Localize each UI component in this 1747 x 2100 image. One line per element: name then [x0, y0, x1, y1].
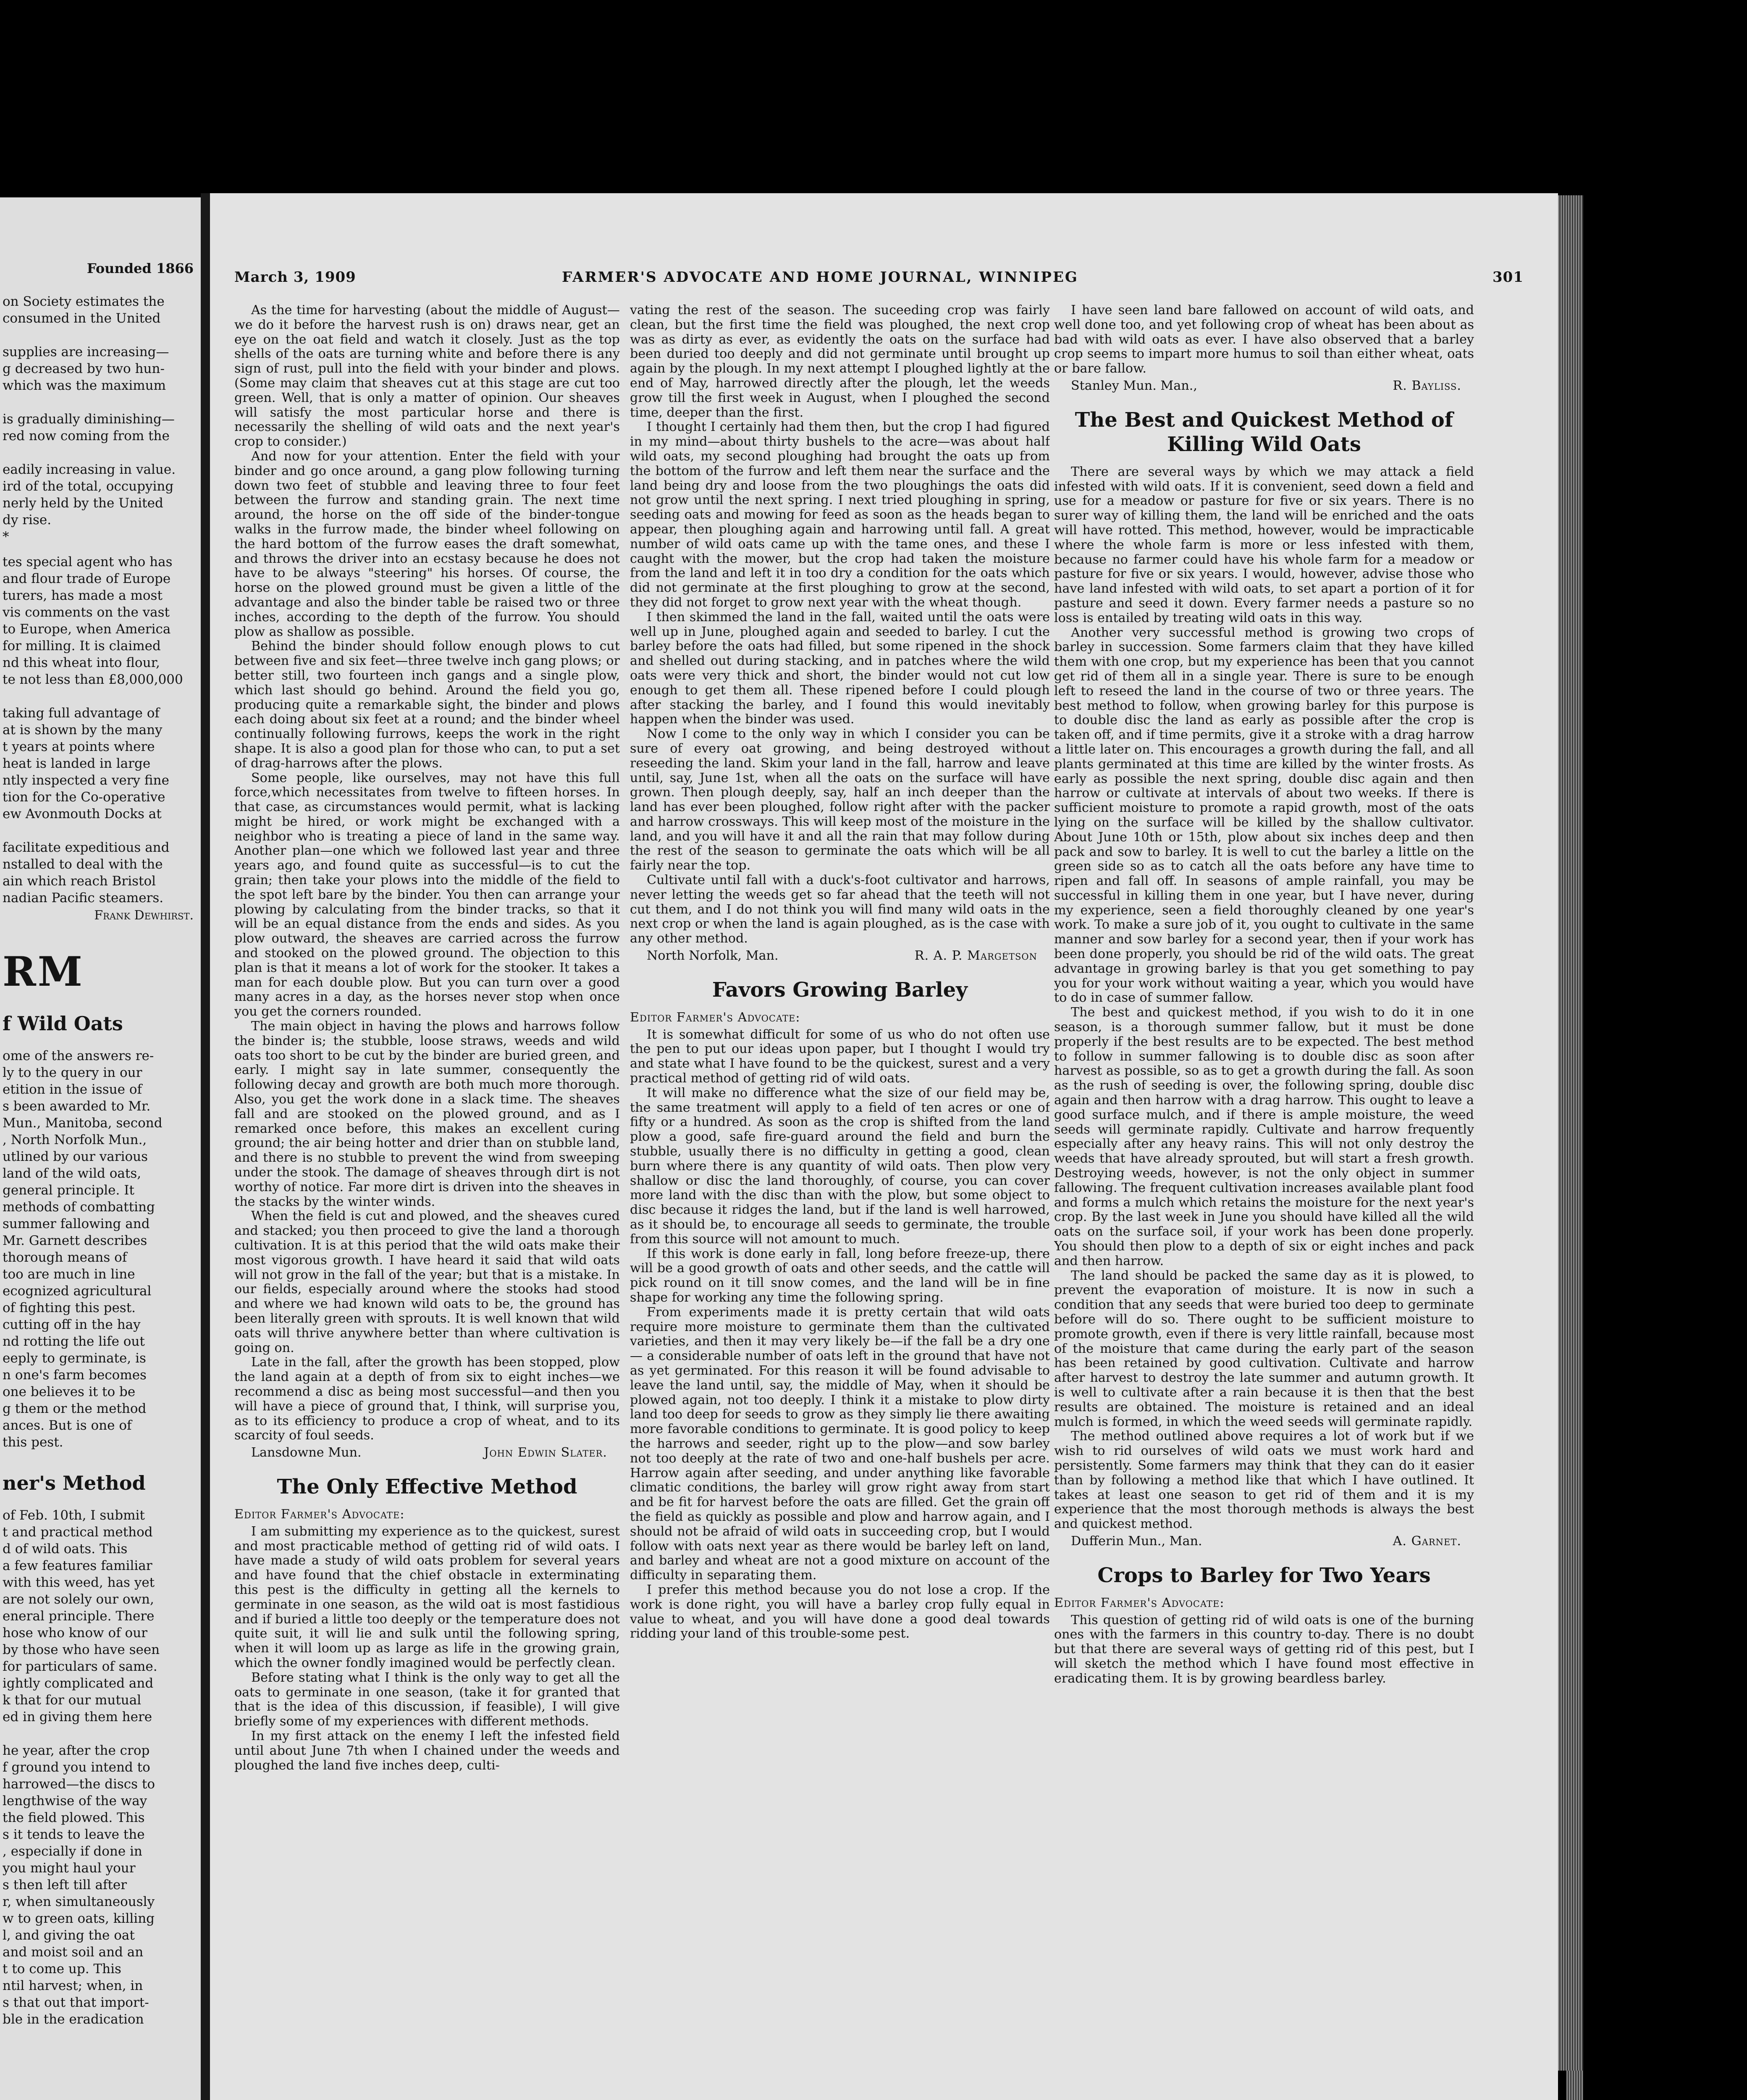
left-text-line: eadily increasing in value.: [3, 462, 176, 477]
left-text-line: [3, 394, 194, 411]
left-text-line: ntil harvest; when, in: [3, 1978, 143, 1993]
left-text-line: nd rotting the life out: [3, 1334, 145, 1349]
paragraph: It will make no difference what the size of our field may be, the same treatment will apply to a field of ten acres or one of fifty or a hundred. As soon as the crop is shifted from the land plow a good, safe fire-guard around the field and burn the stubble, usually there is no difficulty in getting a good, clean burn where there is any quantity of wild oats. Then plow very shallow or disc the land thoroughly, of course, you can cover more land with the disc than with the plow, but some object to disc because it ridges the land, but if the land is well harrowed, as it should be, to encourage all seeds to germinate, the trouble from this source will not amount to much.: [630, 1085, 1050, 1247]
paragraph: It is somewhat difficult for some of us who do not often use the pen to put our ideas upon paper, but I thought I would try and state what I have found to be the quickest, surest and a very practical method of getting rid of wild oats.: [630, 1027, 1050, 1086]
byline: [630, 949, 1050, 963]
book-gutter: [201, 193, 210, 2100]
left-section-title: RM: [3, 948, 84, 995]
paragraph: Behind the binder should follow enough plows to cut between five and six feet—three twelve inch gang plows; or better still, two fourteen inch gangs and a single plow, which last should go behind. Around the field you go, producing quite a remarkable sight, the binder and plows each doing about six feet at a round; and the binder wheel continually following furrows, keeps the work in the right shape. It is also a good plan for those who can, to put a set of drag-harrows after the plows.: [234, 639, 620, 771]
left-text-line: he year, after the crop: [3, 1743, 150, 1758]
left-text-line: ew Avonmouth Docks at: [3, 806, 162, 822]
left-text-line: ed in giving them here: [3, 1709, 152, 1725]
left-text-line: nadian Pacific steamers.: [3, 890, 164, 906]
left-text-line: , especially if done in: [3, 1844, 142, 1859]
left-text-line: methods of combatting: [3, 1200, 155, 1215]
left-heading-wild-oats: f Wild Oats: [3, 1012, 123, 1035]
paragraph: Another very successful method is growing two crops of barley in succession. Some farmers claim that they have killed them with one crop, but my experience has been that you cannot get rid of them all in a single year. There is sure to be enough left to reseed the land in the course of two or three years. The best method to follow, when growing barley for this purpose is to double disc the land as early as possible after the crop is taken off, and if time permits, give it a stroke with a drag harrow a little later on. This encourages a growth during the fall, and all plants germinated at this time are killed by the winter frosts. As early as possible the next spring, double disc again and then harrow or cultivate at intervals of about two weeks. If there is sufficient moisture to promote a rapid growth, most of the oats lying on the surface will be killed by the shallow cultivator. About June 10th or 15th, plow about six inches deep and then pack and sow to barley. It is well to cut the barley a little on the green side so as to catch all the oats before any have time to ripen and fall off. In seasons of ample rainfall, you may be successful in killing them in one year, but I have never, during my experience, seen a field thoroughly cleaned by one year's work. To make a sure job of it, you ought to cultivate in the same manner and sow barley for a second year, then if your work has been done properly, you should be rid of the wild oats. The great advantage in growing barley is that you get something to pay you for your work without waiting a year, which you would have to do in case of summer fallow.: [1054, 625, 1474, 1005]
left-text-line: tion for the Co-operative: [3, 790, 165, 805]
left-text-line: t to come up. This: [3, 1961, 121, 1977]
left-text-line: by those who have seen: [3, 1642, 160, 1657]
paragraph: The main object in having the plows and harrows follow the binder is; the stubble, loose straws, weeds and wild oats too short to be cut by the binder are buried green, and early. I might say in late summer, consequently the following decay and growth are both much more thorough. Also, you get the work done in a slack time. The sheaves fall and are stooked on the plowed ground, and as I remarked once before, this makes an excellent curing ground; the air being hotter and drier than on stubble land, and there is no stubble to prevent the wind from sweeping under the stook. The damage of sheaves through dirt is not worthy of notice. Far more dirt is driven into the sheaves in the stacks by the winter winds.: [234, 1019, 620, 1209]
left-text-line: with this weed, has yet: [3, 1575, 155, 1590]
left-text-line: the field plowed. This: [3, 1810, 145, 1825]
left-text-line: , North Norfolk Mun.,: [3, 1132, 147, 1147]
left-text-line: n one's farm becomes: [3, 1368, 147, 1383]
left-text-line: are not solely our own,: [3, 1592, 154, 1607]
paragraph: I then skimmed the land in the fall, waited until the oats were well up in June, ploughed again and seeded to barley. I cut the barley before the oats had filled, but some ripened in the shock and shelled out during stacking, and in patches where the wild oats were very thick and short, the binder would not cut low enough to get them all. These ripened before I could plough after stacking the barley, and I found this would inevitably happen when the binder was used.: [630, 609, 1050, 727]
paragraph: I thought I certainly had them then, but the crop I had figured in my mind—about thirty bushels to the acre—was about half wild oats, my second ploughing had brought the oats up from the bottom of the furrow and left them near the surface and the land being dry and loose from the two ploughings the oats did not grow until the next spring. I next tried ploughing in spring, seeding oats and mowing for feed as soon as the heads began to appear, then ploughing again and harrowing until fall. A great number of wild oats came up with the tame ones, and these I caught with the mower, but the crop had taken the moisture from the land and left it in too dry a condition for the oats which did not germinate at the first ploughing to grow at the second, they did not forget to grow next year with the wheat though.: [630, 420, 1050, 610]
left-text-line: f ground you intend to: [3, 1760, 150, 1775]
running-head: [234, 269, 1524, 288]
paragraph: vating the rest of the season. The suceeding crop was fairly clean, but the first time the field was ploughed, the next crop was as dirty as ever, as evidently the oats on the surface had been duried too deeply and did not germinate until brought up again by the plough. In my next attempt I ploughed lightly at the end of May, harrowed directly after the plough, let the weeds grow till the first week in August, when I ploughed the second time, deeper than the first.: [630, 303, 1050, 420]
left-text-line: r, when simultaneously: [3, 1894, 155, 1909]
paragraph: I am submitting my experience as to the quickest, surest and most practicable method of getting rid of wild oats. I have made a study of wild oats problem for several years and have found that the chief obstacle in exterminating this pest is the difficulty in getting all the kernels to germinate in one season, as the wild oat is most fastidious and if buried a little too deeply or the temperature does not quite suit, it will lie and sulk until the following spring, when it will loom up as large as life in the growing grain, which the owner fondly imagined would be perfectly clean.: [234, 1524, 620, 1670]
left-text-line: w to green oats, killing: [3, 1911, 155, 1926]
byline-author: John Edwin Slater.: [484, 1445, 607, 1460]
left-text-line: k that for our mutual: [3, 1693, 142, 1708]
left-text-line: vis comments on the vast: [3, 605, 170, 620]
left-text-line: [3, 444, 194, 461]
left-page-header: Founded 1866: [87, 260, 194, 276]
left-text-line: land of the wild oats,: [3, 1166, 142, 1181]
paragraph: There are several ways by which we may attack a field infested with wild oats. If it is convenient, seed down a field and use for a meadow or pasture for five or six years. There is no surer way of killing them, the land will be enriched and the oats will have rotted. This method, however, would be impracticable where the whole farm is more or less infested with them, because no farmer could have his whole farm for a meadow or pasture for five or six years. I would, however, advise those who have land infested with wild oats, to set apart a portion of it for pasture and seed it down. Every farmer needs a pasture so no loss is entailed by treating wild oats in this way.: [1054, 464, 1474, 625]
left-text-line: etition in the issue of: [3, 1082, 142, 1097]
left-text-line: of Feb. 10th, I submit: [3, 1508, 145, 1523]
left-text-line: tes special agent who has: [3, 554, 173, 570]
left-text-line: [3, 327, 194, 344]
left-text-line: s it tends to leave the: [3, 1827, 145, 1842]
left-text-line: nstalled to deal with the: [3, 857, 163, 872]
left-text-line: t and practical method: [3, 1525, 153, 1540]
left-text-block-2: [3, 554, 194, 906]
page-edges: [1558, 195, 1583, 2071]
paragraph: The land should be packed the same day as it is plowed, to prevent the evaporation of moisture. It is now in such a condition that any seeds that were buried too deep to germinate before will do so. There ought to be sufficient moisture to promote growth, even if there is very little rainfall, because most of the moisture that came during the early part of the season has been retained by good cultivation. Cultivate and harrow after harvest to destroy the late summer and autumn growth. It is well to cultivate after a rain because it is then that the best results are obtained. The moisture is retained and an ideal mulch is formed, in which the weed seeds will germinate rapidly.: [1054, 1268, 1474, 1429]
byline: [234, 1446, 620, 1460]
left-text-line: which was the maximum: [3, 378, 166, 393]
left-text-line: taking full advantage of: [3, 706, 160, 721]
left-text-line: supplies are increasing—: [3, 344, 169, 360]
left-text-line: this pest.: [3, 1435, 63, 1450]
left-text-line: l, and giving the oat: [3, 1928, 135, 1943]
paragraph: The best and quickest method, if you wish to do it in one season, is a thorough summer fallow, but it must be done properly if the best results are to be expected. The best method to follow in summer fallowing is to double disc as soon after harvest as possible, so as to get a growth during the fall. As soon as the rush of seeding is over, the following spring, double disc again and then harrow with a drag harrow. This ought to leave a good surface mulch, and if there is ample moisture, the weed seeds will germinate rapidly. Cultivate and harrow frequently especially after any heavy rains. This will not only destroy the weeds that have already sprouted, but will start a fresh growth. Destroying weeds, however, is not the only object in summer fallowing. The frequent cultivation increases available plant food and forms a mulch which retains the moisture for the next year's crop. By the last week in June you should have killed all the wild oats on the surface soil, if your work has been done properly. You should then plow to a depth of six or eight inches and pack and then harrow.: [1054, 1005, 1474, 1268]
left-text-line: ome of the answers re-: [3, 1048, 154, 1063]
left-text-line: one believes it to be: [3, 1384, 136, 1399]
left-text-line: is gradually diminishing—: [3, 412, 175, 427]
left-text-line: heat is landed in large: [3, 756, 151, 771]
editor-salutation: Editor Farmer's Advocate:: [630, 1010, 800, 1025]
paragraph: Now I come to the only way in which I consider you can be sure of every oat growing, and being destroyed without reseeding the land. Skim your land in the fall, harrow and leave until, say, June 1st, when all the oats on the surface will have grown. Then plough deeply, say, half an inch deeper than the land has ever been ploughed, follow right after with the packer and harrow crossways. This will keep most of the moisture in the land, and you will have it and all the rain that may follow during the rest of the season to germinate the oats which will be all fairly near the top.: [630, 727, 1050, 873]
left-text-line: d of wild oats. This: [3, 1541, 128, 1557]
paragraph: From experiments made it is pretty certain that wild oats require more moisture to germinate them than the cultivated varieties, and then it may very likely be—if the fall be a dry one— a considerable number of oats left in the ground that have not as yet germinated. For this reason it will be found advisable to leave the land until, say, the middle of May, when it should be plowed again, not too deeply. I think it a mistake to plow dirty land too deep for seeds to grow as they simply lie there awaiting more favorable conditions to germinate. It is good policy to keep the harrows and seeder, right up to the plow—and sow barley not too deeply at the rate of two and one-half bushels per acre. Harrow again after seeding, and under anything like favorable climatic conditions, the barley will grow right away from start and be fit for harvest before the oats are filled. Get the grain off the field as quickly as possible and plow and harrow again, and I should not be afraid of wild oats in succeeding crop, but I would follow with oats next year as there would be barley left on land, and barley and wheat are not a good mixture on account of the difficulty in separating them.: [630, 1305, 1050, 1583]
left-text-line: general principle. It: [3, 1183, 134, 1198]
left-text-line: Mun., Manitoba, second: [3, 1116, 163, 1131]
editor-salutation: Editor Farmer's Advocate:: [234, 1507, 405, 1522]
left-text-line: nerly held by the United: [3, 496, 163, 511]
byline-place: North Norfolk, Man.: [647, 948, 779, 963]
left-text-line: to Europe, when America: [3, 622, 171, 637]
paragraph: In my first attack on the enemy I left the infested field until about June 7th when I chained under the weeds and ploughed the land five inches deep, culti-: [234, 1728, 620, 1773]
left-text-line: on Society estimates the: [3, 294, 165, 309]
left-text-line: s that out that import-: [3, 1995, 149, 2010]
left-text-line: g decreased by two hun-: [3, 361, 165, 376]
left-text-line: ly to the query in our: [3, 1065, 142, 1080]
left-text-line: and flour trade of Europe: [3, 571, 171, 586]
byline-place: Dufferin Mun., Man.: [1071, 1533, 1202, 1549]
paragraph: I prefer this method because you do not lose a crop. If the work is done right, you will have a barley crop fully equal in value to wheat, and you will have done a good deal towards ridding your land of this trouble-some pest.: [630, 1582, 1050, 1641]
paragraph: And now for your attention. Enter the field with your binder and go once around, a gang plow following turning down two feet of stubble and leaving three to four feet between the furrow and standing grain. The next time around, the horse on the off side of the binder-tongue walks in the furrow made, the binder wheel following on the hard bottom of the furrow eases the draft somewhat, and throws the driver into an ecstasy because he does not have to be always "steering" his horses. Of course, the horse on the plowed ground must be given a little of the advantage and also the binder table be raised two or three inches, according to the depth of the furrow. You should plow as shallow as possible.: [234, 449, 620, 639]
byline-author: R. Bayliss.: [1393, 378, 1461, 393]
left-text-block-4: [3, 1507, 194, 2028]
left-text-line: cutting off in the hay: [3, 1317, 141, 1332]
left-text-line: ain which reach Bristol: [3, 874, 156, 889]
left-text-line: a few features familiar: [3, 1558, 152, 1573]
byline: [1054, 379, 1474, 394]
left-text-line: nd this wheat into flour,: [3, 655, 160, 670]
journal-title: FARMER'S ADVOCATE AND HOME JOURNAL, WINNIPEG: [562, 269, 1078, 286]
left-text-line: dy rise.: [3, 512, 52, 528]
left-heading-method: ner's Method: [3, 1472, 146, 1494]
paragraph: Before stating what I think is the only way to get all the oats to germinate in one season, (take it for granted that that is the idea of this discussion, if feasible), I will give briefly some of my experiences with different methods.: [234, 1670, 620, 1729]
column-3: [1054, 303, 1474, 2100]
left-text-line: t years at points where: [3, 739, 155, 754]
left-text-line: s then left till after: [3, 1877, 127, 1893]
left-text-line: eeply to germinate, is: [3, 1351, 146, 1366]
paragraph: This question of getting rid of wild oats is one of the burning ones with the farmers in this country to-day. There is no doubt but that there are several ways of getting rid of this pest, but I will sketch the method which I have found most effective in eradicating them. It is by growing beardless barley.: [1054, 1612, 1474, 1686]
left-text-line: hose who know of our: [3, 1625, 147, 1641]
left-text-line: s been awarded to Mr.: [3, 1099, 151, 1114]
left-text-line: for particulars of same.: [3, 1659, 157, 1674]
editor-salutation: Editor Farmer's Advocate:: [1054, 1595, 1225, 1610]
column-2: [630, 303, 1050, 2100]
left-text-line: [3, 1725, 194, 1742]
left-text-line: g them or the method: [3, 1401, 147, 1416]
paragraph: Late in the fall, after the growth has been stopped, plow the land again at a depth of from six to eight inches—we recommend a disc as being most successful—and then you will have a piece of ground that, I think, will surprise you, as to its efficiency to produce a crop of wheat, and to its scarcity of foul seeds.: [234, 1355, 620, 1443]
left-text-line: eneral principle. There: [3, 1609, 155, 1624]
byline-place: Lansdowne Mun.: [251, 1445, 362, 1460]
left-text-line: harrowed—the discs to: [3, 1777, 155, 1792]
left-text-line: lengthwise of the way: [3, 1793, 147, 1809]
article-heading: Crops to Barley for Two Years: [1097, 1563, 1431, 1587]
left-text-line: Mr. Garnett describes: [3, 1233, 147, 1248]
main-page: [210, 193, 1558, 2100]
paragraph: As the time for harvesting (about the middle of August—we do it before the harvest rush is on) draws near, get an eye on the oat field and watch it closely. Just as the top shells of the oats are turning white and before there is any sign of rust, pull into the field with your binder and plows. (Some may claim that sheaves cut at this stage are cut too green. Well, that is only a matter of opinion. Our sheaves will satisfy the most particular horse and there is necessarily the shelling of wild oats and the next year's crop to consider.): [234, 303, 620, 449]
paragraph: I have seen land bare fallowed on account of wild oats, and well done too, and yet following crop of wheat has been about as bad with wild oats as ever. I have also observed that a barley crop seems to impart more humus to soil than either wheat, oats or bare fallow.: [1054, 303, 1474, 376]
paragraph: Some people, like ourselves, may not have this full force,which necessitates from twelve to fifteen horses. In that case, as circumstances would permit, what is lacking might be hired, or work might be exchanged with a neighbor who is treating a piece of land in the same way. Another plan—one which we followed last year and three years ago, and found quite as successful—is to cut the grain; then take your plows into the middle of the field to the spot left bare by the binder. You then can arrange your plowing by calculating from the binder tracks, so that it will be an equal distance from the ends and sides. As you plow outward, the sheaves are carried across the furrow and stooked on the plowed ground. The objection to this plan is that it means a lot of work for the stooker. It takes a man for each double plow. But you can turn over a good many acres in a day, as the horses never stop when once you get the corners rounded.: [234, 770, 620, 1019]
left-text-line: and moist soil and an: [3, 1945, 144, 1960]
left-text-line: you might haul your: [3, 1861, 136, 1876]
byline-author: R. A. P. Margetson: [914, 948, 1037, 963]
left-text-line: [3, 688, 194, 705]
left-text-line: for milling. It is claimed: [3, 638, 161, 654]
left-text-line: red now coming from the: [3, 428, 170, 444]
left-text-line: consumed in the United: [3, 311, 161, 326]
issue-date: March 3, 1909: [234, 269, 356, 286]
left-text-line: ecognized agricultural: [3, 1284, 152, 1299]
left-text-line: facilitate expeditious and: [3, 840, 170, 855]
left-text-line: turers, has made a most: [3, 588, 163, 603]
left-text-line: ances. But is one of: [3, 1418, 132, 1433]
article-heading: The Only Effective Method: [277, 1475, 577, 1499]
left-page-text: [3, 197, 194, 2028]
byline-author: A. Garnet.: [1393, 1533, 1461, 1549]
paragraph: Cultivate until fall with a duck's-foot cultivator and harrows, never letting the weeds get so far ahead that the teeth will not cut them, and I do not think you will find many wild oats in the next crop or when the land is again ploughed, as is the case with any other method.: [630, 873, 1050, 946]
paragraph: The method outlined above requires a lot of work but if we wish to rid ourselves of wild oats we must work hard and persistently. Some farmers may think that they can do it easier than by following a method like that which I have outlined. It takes at least one season to get rid of them and it is my experience that the most thorough methods is always the best and quickest method.: [1054, 1429, 1474, 1532]
left-text-line: ightly complicated and: [3, 1676, 154, 1691]
left-text-line: summer fallowing and: [3, 1216, 150, 1231]
article-heading: Favors Growing Barley: [712, 978, 968, 1002]
left-text-line: ble in the eradication: [3, 2012, 144, 2027]
paragraph: If this work is done early in fall, long before freeze-up, there will be a good growth of oats and other seeds, and the cattle will pick round on it till snow comes, and the land will be in fine shape for working any time the following spring.: [630, 1246, 1050, 1305]
left-text-line: ird of the total, occupying: [3, 479, 174, 494]
left-text-line: thorough means of: [3, 1250, 127, 1265]
column-1: [234, 303, 620, 2100]
left-text-line: too are much in line: [3, 1267, 135, 1282]
left-text-line: utlined by our various: [3, 1149, 148, 1164]
left-text-block-3: [3, 1047, 194, 1451]
left-text-line: of fighting this pest.: [3, 1300, 136, 1315]
paragraph: When the field is cut and plowed, and the sheaves cured and stacked; you then proceed to give the land a thorough cultivation. It is at this period that the wild oats make their most vigorous growth. I have heard it said that wild oats will not grow in the fall of the year; but that is a mistake. In our fields, especially around where the stooks had stood and where we had known wild oats to be, the ground has been literally green with sprouts. It is well known that wild oats will thrive anywhere better than where cultivation is going on.: [234, 1209, 620, 1355]
left-text-line: [3, 822, 194, 839]
left-text-line: at is shown by the many: [3, 722, 163, 738]
left-page-fragment: [0, 197, 201, 2100]
page-number: 301: [1493, 269, 1524, 286]
left-text-line: te not less than £8,000,000: [3, 672, 183, 687]
byline-place: Stanley Mun. Man.,: [1071, 378, 1197, 393]
page-edges-bottom: [1566, 2071, 1583, 2100]
left-text-block-1: [3, 293, 194, 545]
left-text-line: *: [3, 529, 9, 544]
left-signature: Frank Dewhirst.: [94, 908, 194, 923]
article-heading: The Best and Quickest Method of Killing Wild Oats: [1075, 408, 1453, 456]
byline: [1054, 1534, 1474, 1549]
left-text-line: ntly inspected a very fine: [3, 773, 169, 788]
